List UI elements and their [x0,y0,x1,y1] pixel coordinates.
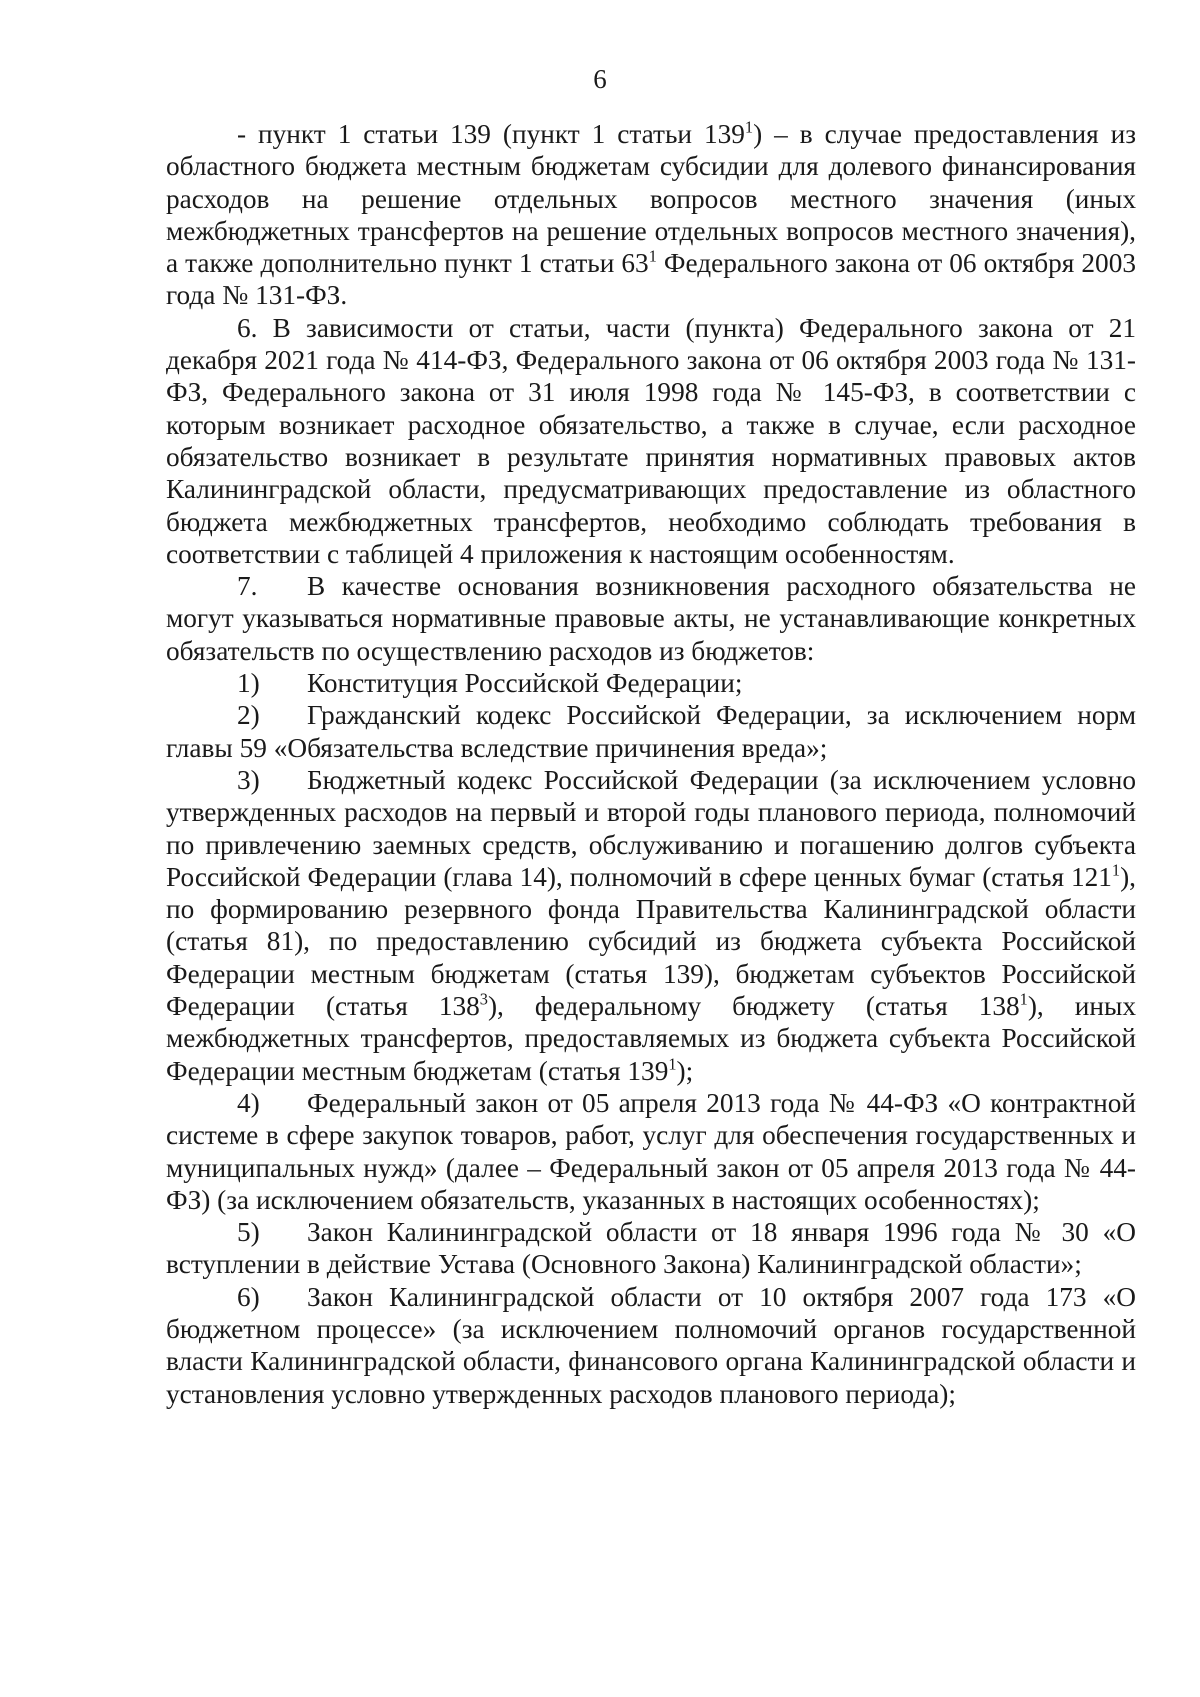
item-number: 6) [237,1281,260,1312]
superscript-index: 1 [648,246,657,266]
item-number: 3) [237,764,260,795]
item-number: 5) [237,1217,260,1248]
text-run: Закон Калининградской области от 10 октября 2007 года 173 «О бюджетном процессе» (за исключением полномочий органов государственной власти Калининградской области, финансового органа Калининградской области и установления условно утвержденных расходов планового периода); [166,1281,1136,1409]
list-item-2 [166,699,1136,764]
superscript-index: 1 [1111,860,1121,880]
text-run: Федеральный закон от 05 апреля 2013 года № 44-ФЗ «О контрактной системе в сфере закупок товаров, работ, услуг для обеспечения государственных и муниципальных нужд» (далее – Федеральный закон от 05 апреля 2013 года № 44-ФЗ) (за исключением обязательств, указанных в настоящих особенностях); [166,1087,1136,1215]
document-body [166,118,1136,1410]
superscript-index: 1 [668,1053,677,1073]
paragraph-7 [166,570,1136,667]
superscript-index: 1 [1019,989,1028,1009]
item-number: 1) [237,668,260,699]
paragraph-6 [166,312,1136,570]
item-number: 4) [237,1087,260,1118]
text-run: - пункт 1 статьи 139 (пункт 1 статьи 139 [237,119,745,149]
superscript-index: 3 [479,989,488,1009]
text-run: ), федеральному бюджету (статья 138 [487,991,1020,1022]
paragraph [166,118,1136,312]
text-run: ), иных межбюджетных трансфертов, предоставляемых из бюджета субъекта Российской Федерации местным бюджетам (статья 139 [166,991,1136,1086]
list-item-4 [166,1087,1136,1216]
text-run: 6. В зависимости от статьи, части (пункта) Федерального закона от 21 декабря 2021 года № 414-ФЗ, Федерального закона от 06 октября 2003 года № 131-ФЗ, Федерального закона от 31 июля 1998 года № 145-ФЗ, в соответствии с которым возникает расходное обязательство, а также в случае, если расходное обязательство возникает в результате принятия нормативных правовых актов Калининградской области, предусматривающих предоставление из областного бюджета межбюджетных трансфертов, необходимо соблюдать требования в соответствии с таблицей 4 приложения к настоящим особенностям. [166,312,1136,569]
list-item-1 [166,667,1136,699]
text-run: Бюджетный кодекс Российской Федерации (за исключением условно утвержденных расходов на первый и второй годы планового периода, полномочий по привлечению заемных средств, обслуживанию и погашению долгов субъекта Российской Федерации (глава 14), полномочий в сфере ценных бумаг (статья 121 [166,764,1136,892]
text-run: Гражданский кодекс Российской Федерации, за исключением норм главы 59 «Обязательства вследствие причинения вреда»; [166,700,1136,763]
text-run: ), по формированию резервного фонда Правительства Калининградской области (статья 81), по предоставлению субсидий из бюджета субъекта Российской Федерации местным бюджетам (статья 139), бюджетам субъектов Российской Федерации (статья 138 [166,861,1136,1022]
page-number: 6 [593,64,607,94]
item-number: 7. [237,571,258,602]
item-number: 2) [237,700,260,731]
text-run: ); [676,1055,694,1086]
superscript-index: 1 [744,117,754,137]
text-run: Федерального закона от 06 октября 2003 года № 131-ФЗ. [166,248,1136,311]
text-run: Закон Калининградской области от 18 января 1996 года № 30 «О вступлении в действие Устава (Основного Закона) Калининградской области»; [166,1217,1136,1280]
list-item-6 [166,1281,1136,1410]
list-item-5 [166,1216,1136,1281]
text-run: Конституция Российской Федерации; [307,668,743,699]
text-run: ) – в случае предоставления из областного бюджета местным бюджетам субсидии для долевого финансирования расходов на решение отдельных вопросов местного значения (иных межбюджетных трансфертов на решение отдельных вопросов местного значения), а также дополнительно пункт 1 статьи 63 [166,119,1136,279]
text-run: В качестве основания возникновения расходного обязательства не могут указываться нормативные правовые акты, не устанавливающие конкретных обязательств по осуществлению расходов из бюджетов: [166,571,1136,666]
list-item-3 [166,764,1136,1087]
